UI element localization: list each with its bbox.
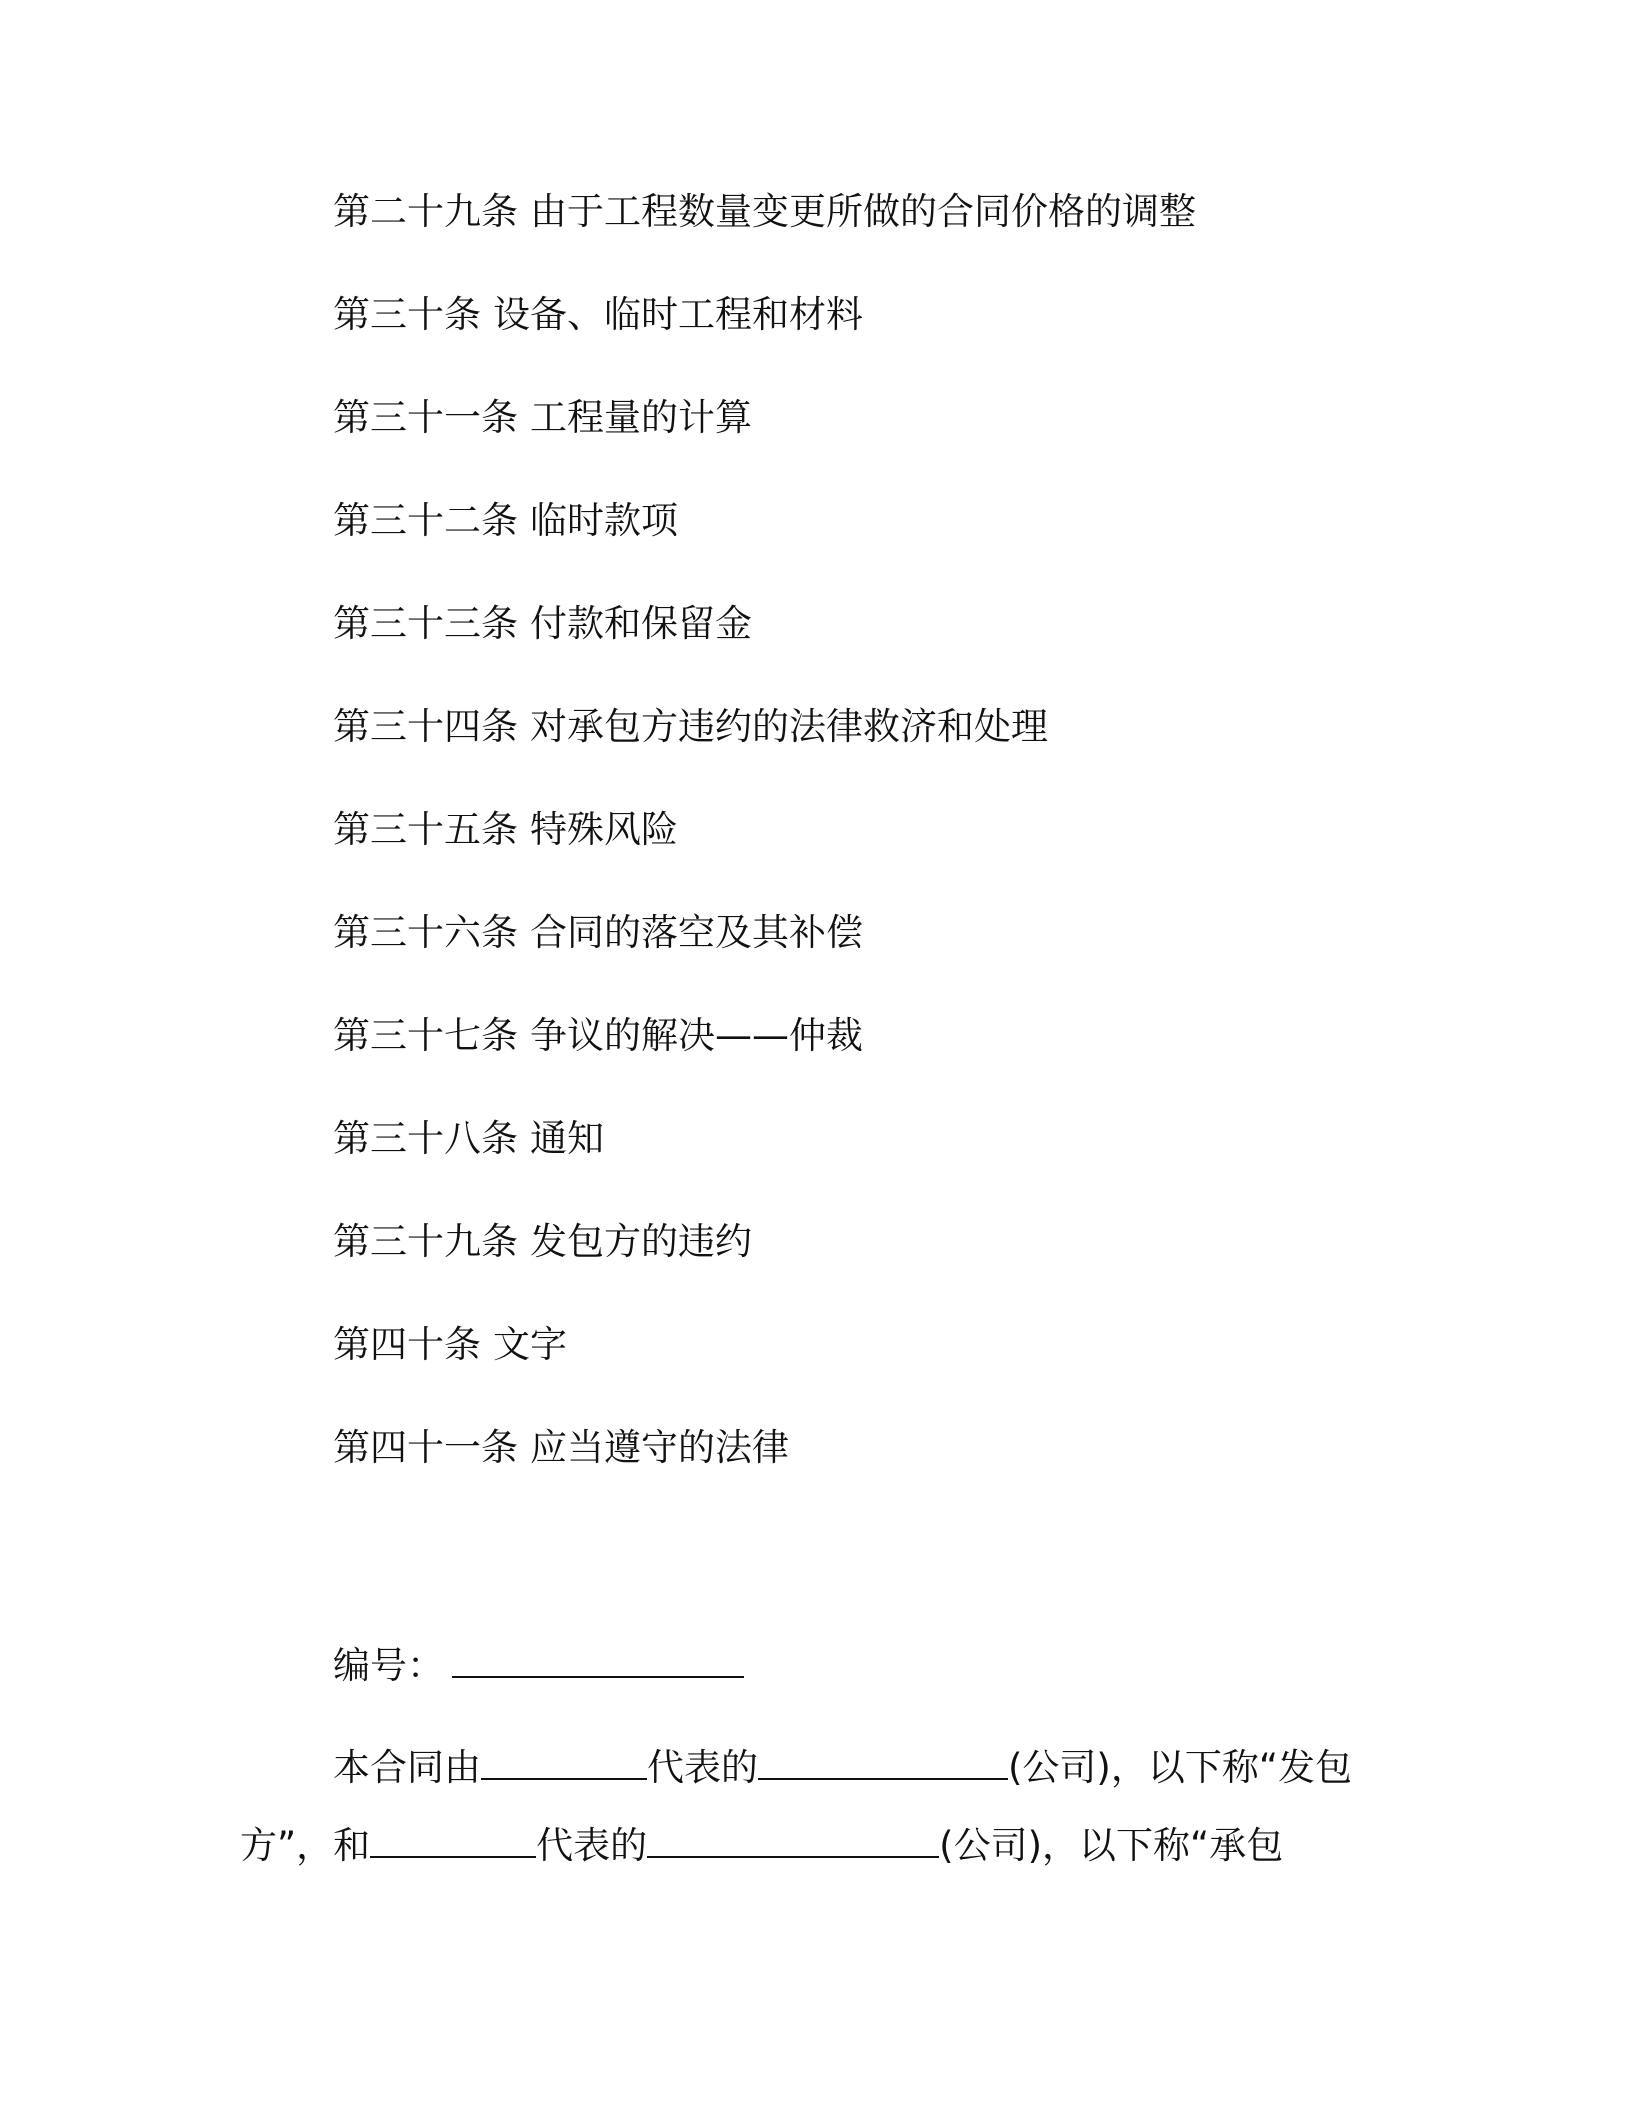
employer-representative-blank[interactable]: [481, 1742, 647, 1780]
article-title: 临时款项: [530, 499, 678, 542]
article-title: 对承包方违约的法律救济和处理: [530, 705, 1048, 748]
article-item: [333, 806, 1196, 854]
contract-number-field: [333, 1640, 744, 1690]
article-item: [333, 1424, 1196, 1472]
intro-text: 代表的: [536, 1824, 648, 1867]
article-number: 第三十一条: [333, 396, 518, 439]
article-title: 争议的解决——仲裁: [530, 1014, 863, 1057]
article-item: [333, 291, 1196, 339]
article-list: [333, 188, 1196, 1527]
article-item: [333, 1115, 1196, 1163]
article-title: 应当遵守的法律: [530, 1426, 789, 1469]
intro-text: 方”，和: [240, 1824, 371, 1867]
article-title: 文字: [493, 1323, 567, 1366]
intro-line-1: [240, 1742, 1400, 1790]
article-number: 第三十八条: [333, 1117, 518, 1160]
article-title: 发包方的违约: [530, 1220, 752, 1263]
article-number: 第四十一条: [333, 1426, 518, 1469]
article-number: 第三十四条: [333, 705, 518, 748]
article-item: [333, 703, 1196, 751]
article-title: 特殊风险: [530, 808, 678, 851]
article-number: 第四十条: [333, 1323, 481, 1366]
employer-company-blank[interactable]: [758, 1742, 1008, 1780]
article-item: [333, 1012, 1196, 1060]
article-title: 合同的落空及其补偿: [530, 911, 863, 954]
article-item: [333, 497, 1196, 545]
article-number: 第三十五条: [333, 808, 518, 851]
article-number: 第三十条: [333, 293, 481, 336]
intro-text: (公司)，以下称“发包: [1008, 1746, 1353, 1789]
intro-text: 本合同由: [333, 1746, 481, 1789]
contract-number-blank[interactable]: [452, 1640, 744, 1678]
article-item: [333, 1218, 1196, 1266]
article-number: 第三十七条: [333, 1014, 518, 1057]
intro-text: (公司)，以下称“承包: [939, 1824, 1284, 1867]
article-title: 付款和保留金: [530, 602, 752, 645]
article-item: [333, 1321, 1196, 1369]
article-item: [333, 394, 1196, 442]
article-item: [333, 909, 1196, 957]
article-title: 设备、临时工程和材料: [493, 293, 863, 336]
article-number: 第三十九条: [333, 1220, 518, 1263]
contract-number-label: 编号：: [333, 1644, 444, 1687]
article-item: [333, 188, 1196, 236]
article-number: 第二十九条: [333, 190, 518, 233]
intro-text: 代表的: [647, 1746, 758, 1789]
article-number: 第三十二条: [333, 499, 518, 542]
article-number: 第三十六条: [333, 911, 518, 954]
intro-line-2: [240, 1820, 1400, 1868]
article-title: 通知: [530, 1117, 604, 1160]
article-item: [333, 600, 1196, 648]
contract-intro-paragraph: [240, 1742, 1400, 1898]
contractor-representative-blank[interactable]: [370, 1820, 536, 1858]
contractor-company-blank[interactable]: [647, 1820, 939, 1858]
article-title: 由于工程数量变更所做的合同价格的调整: [530, 190, 1196, 233]
article-title: 工程量的计算: [530, 396, 752, 439]
article-number: 第三十三条: [333, 602, 518, 645]
